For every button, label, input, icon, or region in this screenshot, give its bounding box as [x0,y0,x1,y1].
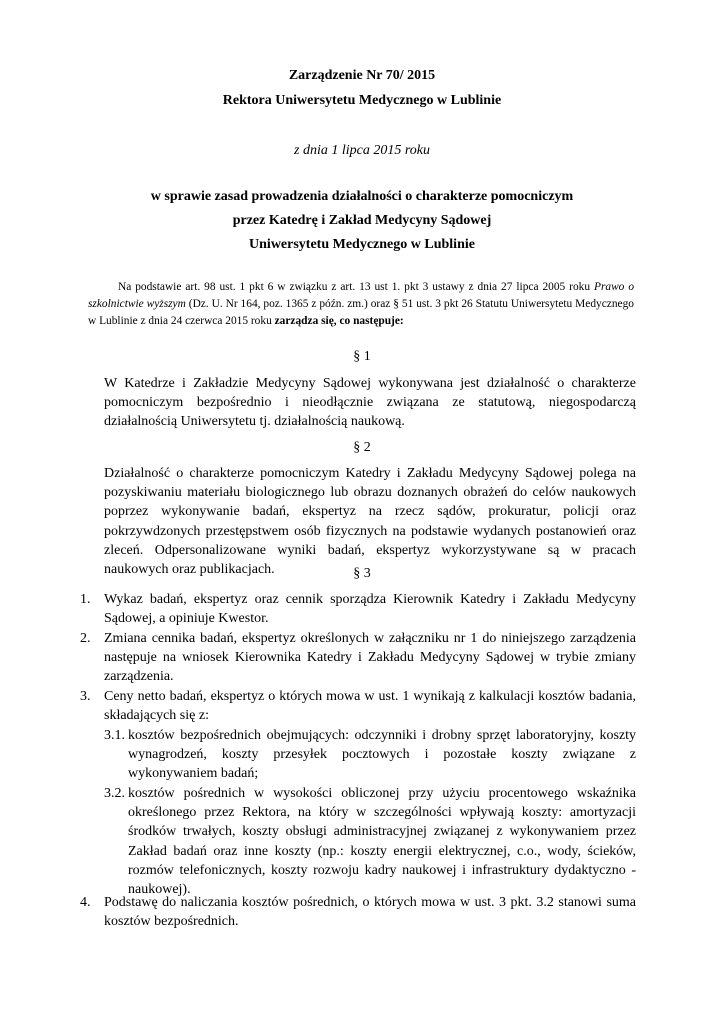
sub-item-text: kosztów bezpośrednich obejmujących: odczynniki i drobny sprzęt laboratoryjny, koszty wynagrodzeń, koszty przesyłek pocztowych i pozostałe koszty związane z wykonywaniem badań; [128,728,636,782]
list-item-number: 2. [80,631,91,646]
section-1-text: W Katedrze i Zakładzie Medycyny Sądowej wykonywana jest działalność o charakterze pomocniczym bezpośrednio i nieodłącznie związana ze statutową, niegospodarczą działalnością Uniwersytetu tj. działalnością naukową. [104,376,636,430]
document-date: z dnia 1 lipca 2015 roku [294,143,430,158]
list-item-text: Podstawę do naliczania kosztów pośrednich, o których mowa w ust. 3 pkt. 3.2 stanowi suma kosztów bezpośrednich. [104,895,636,930]
document-issuer: Rektora Uniwersytetu Medycznego w Lublinie [222,93,502,108]
list-item [80,590,636,628]
list-item [80,687,636,725]
legal-basis-part2: (Dz. U. Nr 164, poz. 1365 z późn. zm.) oraz § 51 ust. 3 pkt 26 Statutu Uniwersytetu Medycznego w Lublinie z dnia 24 czerwca 2015 roku [88,298,634,327]
subject-line-3: Uniwersytetu Medycznego w Lublinie [249,237,475,252]
list-item-text: Zmiana cennika badań, ekspertyz określonych w załączniku nr 1 do niniejszego zarządzenia następuje na wniosek Kierownika Katedry i Zakładu Medycyny Sądowej w trybie zmiany zarządzenia. [104,631,636,685]
sub-item [104,726,636,784]
list-item-number: 3. [80,689,91,704]
sub-item [104,784,636,899]
legal-basis [88,279,634,330]
section-3-mark: § 3 [353,566,371,581]
sub-item-number: 3.2. [104,786,125,801]
legal-basis-part1: Na podstawie art. 98 ust. 1 pkt 6 w związku z art. 13 ust 1. pkt 3 ustawy z dnia 27 lipca 2005 roku [118,281,594,293]
list-item-text: Ceny netto badań, ekspertyz o których mowa w ust. 1 wynikają z kalkulacji kosztów badania, składających się z: [104,689,636,724]
subject-line-2: przez Katedrę i Zakład Medycyny Sądowej [232,213,492,228]
decision-phrase: zarządza się, co następuje: [274,315,404,327]
section-2-mark: § 2 [353,440,371,455]
sub-item-text: kosztów pośrednich w wysokości obliczonej przy użyciu procentowego wskaźnika określonego przez Rektora, na który w szczególności wpływają koszty: amortyzacji środków trwałych, koszty obsługi administracyjnej związanej z wykonywaniem przez Zakład badań oraz inne koszty (np.: koszty energii elektrycznej, c.o., wody, ścieków, rozmów telefonicznych, koszty rozwoju kadry naukowej i infrastruktury dydaktyczno - naukowej). [128,786,636,898]
list-item-number: 1. [80,592,91,607]
list-item [80,629,636,687]
section-2-text: Działalność o charakterze pomocniczym Katedry i Zakładu Medycyny Sądowej polega na pozyskiwaniu materiału biologicznego lub obrazu doznanych obrażeń do celów naukowych poprzez wykonywanie badań, ekspertyz na rzecz sądów, prokuratur, policji oraz pokrzywdzonych przestępstwem osób fizycznych na podstawie wydanych postanowień oraz zleceń. Odpersonalizowane wyniki badań, ekspertyz wykorzystywane są w pracach naukowych oraz publikacjach. [104,466,636,578]
section-1-mark: § 1 [353,349,371,364]
sub-item-number: 3.1. [104,728,125,743]
list-item [80,893,636,931]
subject-line-1: w sprawie zasad prowadzenia działalności o charakterze pomocniczym [150,189,574,204]
act-name: Prawo o szkolnictwie wyższym [88,281,635,310]
list-item-number: 4. [80,895,91,910]
list-item-text: Wykaz badań, ekspertyz oraz cennik sporządza Kierownik Katedry i Zakładu Medycyny Sądowej, a opiniuje Kwestor. [104,592,636,627]
document-title: Zarządzenie Nr 70/ 2015 [288,68,436,83]
